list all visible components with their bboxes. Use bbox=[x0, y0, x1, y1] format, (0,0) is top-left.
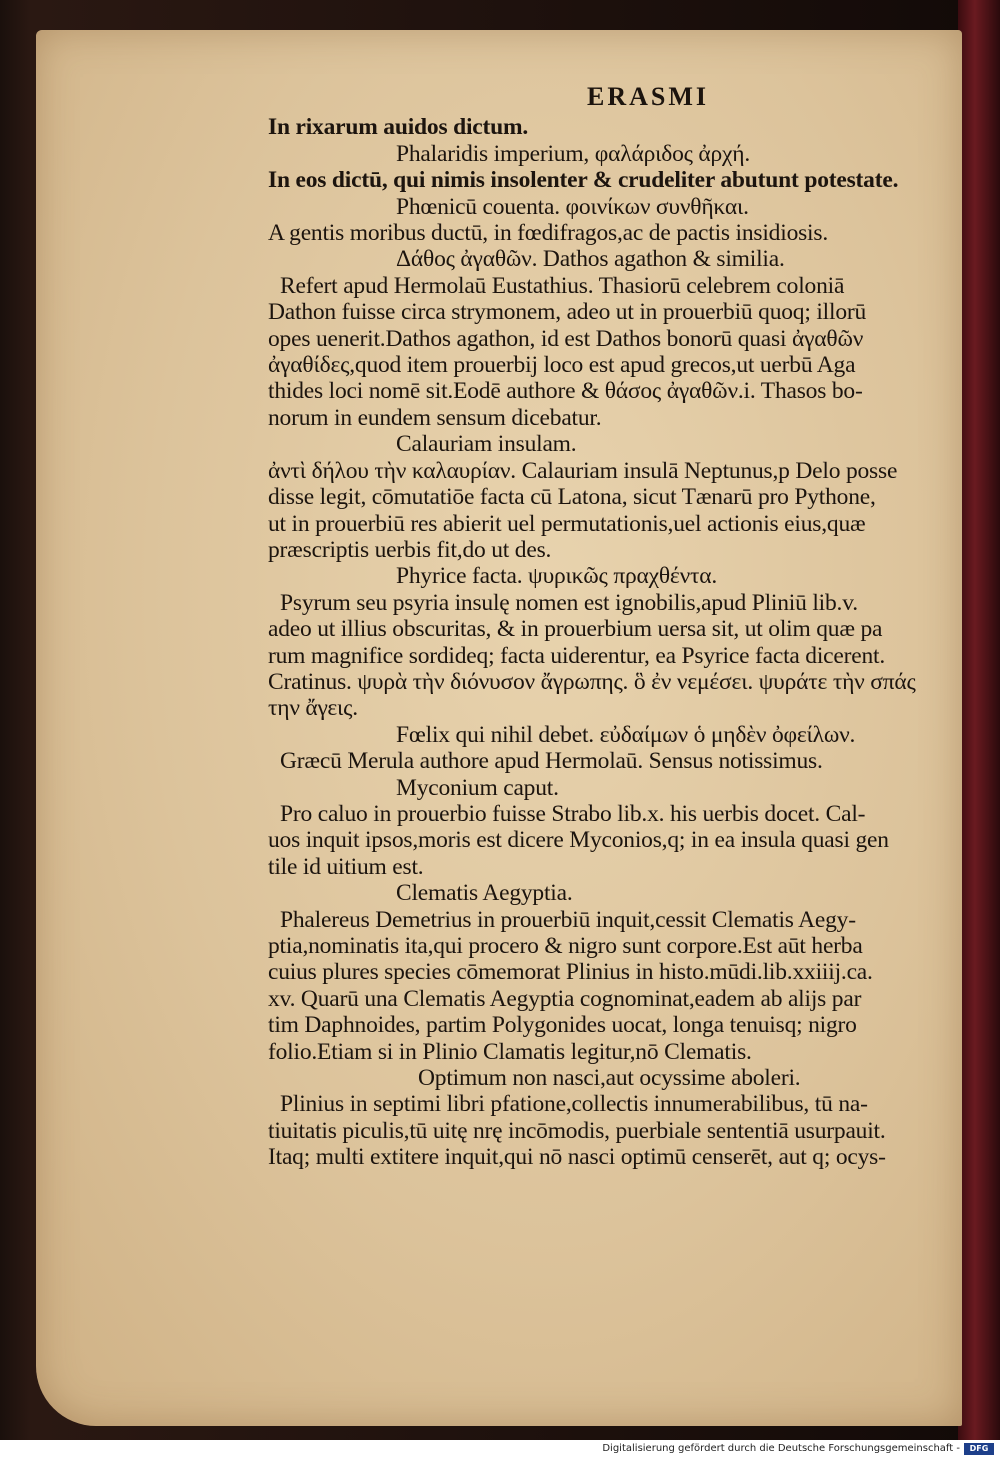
text-line: tile id uitium est. bbox=[268, 853, 424, 880]
text-line: ἀγαθίδες,quod item prouerbij loco est apud grecos,ut uerbū Aga bbox=[268, 352, 856, 379]
text-line: Myconium caput. bbox=[396, 774, 559, 801]
text-line: Phalaridis imperium, φαλάριδος ἀρχή. bbox=[396, 140, 751, 167]
text-line: tim Daphnoides, partim Polygonides uocat, longa tenuisq; nigro bbox=[268, 1012, 857, 1039]
page-text-block bbox=[268, 84, 988, 1171]
text-line: thides loci nomē sit.Eodē authore & θάσος ἀγαθῶν.i. Thasos bo- bbox=[268, 378, 863, 405]
text-line: In rixarum auidos dictum. bbox=[268, 114, 529, 141]
text-line: cuius plures species cōmemorat Plinius in histo.mūdi.lib.xxiiij.ca. bbox=[268, 959, 873, 986]
footer-credit: Digitalisierung gefördert durch die Deutsche Forschungsgemeinschaft - bbox=[602, 1443, 960, 1454]
text-line: adeo ut illius obscuritas, & in prouerbium uersa sit, ut olim quæ pa bbox=[268, 616, 883, 643]
text-line: Pro caluo in prouerbio fuisse Strabo lib.x. his uerbis docet. Cal- bbox=[280, 800, 866, 827]
text-line: præscriptis uerbis fit,do ut des. bbox=[268, 536, 552, 563]
text-line: uos inquit ipsos,moris est dicere Myconios,q; in ea insula quasi gen bbox=[268, 827, 889, 854]
text-line: A gentis moribus ductū, in fœdifragos,ac de pactis insidiosis. bbox=[268, 220, 829, 247]
text-line: ut in prouerbiū res abierit uel permutationis,uel actionis eius,quæ bbox=[268, 510, 866, 537]
text-line: Plinius in septimi libri pfatione,collectis innumerabilibus, tū na- bbox=[280, 1091, 868, 1118]
text-line: Calauriam insulam. bbox=[396, 431, 577, 458]
text-line: ἀντὶ δήλου τὴν καλαυρίαν. Calauriam insulā Neptunus,p Delo posse bbox=[268, 457, 898, 484]
text-line: Δάθος ἀγαθῶν. Dathos agathon & similia. bbox=[396, 246, 785, 273]
text-line: την ἄγεις. bbox=[268, 695, 358, 722]
text-line: disse legit, cōmutatiōe facta cū Latona, sicut Tænarū pro Pythone, bbox=[268, 484, 876, 511]
text-line: rum magnifice sordideq; facta uiderentur, ea Psyrice facta dicerent. bbox=[268, 642, 886, 669]
text-line: Itaq; multi extitere inquit,qui nō nasci optimū censerēt, aut q; ocys- bbox=[268, 1144, 886, 1171]
text-line: Phalereus Demetrius in prouerbiū inquit,cessit Clematis Aegy- bbox=[280, 906, 856, 933]
text-lines bbox=[268, 114, 988, 1170]
text-line: Cratinus. ψυρὰ τὴν διόνυσον ἄγρωπης. ὃ ἐν νεμέσει. ψυράτε τὴν σπάς bbox=[268, 668, 916, 695]
text-line: Dathon fuisse circa strymonem, adeo ut in prouerbiū quoq; illorū bbox=[268, 299, 867, 326]
text-line: norum in eundem sensum dicebatur. bbox=[268, 404, 602, 431]
text-line: Fœlix qui nihil debet. εὐδαίμων ὁ μηδὲν ὀφείλων. bbox=[396, 721, 856, 748]
text-line: Phyrice facta. ψυρικῶς πραχθέντα. bbox=[396, 563, 718, 590]
text-line: folio.Etiam si in Plinio Clamatis legitur,nō Clematis. bbox=[268, 1038, 752, 1065]
text-line: ptia,nominatis ita,qui procero & nigro sunt corpore.Est aūt herba bbox=[268, 933, 863, 959]
book-page bbox=[36, 30, 962, 1426]
text-line: Clematis Aegyptia. bbox=[396, 880, 573, 907]
text-line: Refert apud Hermolaū Eustathius. Thasiorū celebrem coloniā bbox=[280, 272, 845, 299]
text-line: xv. Quarū una Clematis Aegyptia cognominat,eadem ab alijs par bbox=[268, 985, 862, 1012]
text-line: In eos dictū, qui nimis insolenter & crudeliter abutunt potestate. bbox=[268, 167, 899, 194]
footer-bar bbox=[0, 1440, 1000, 1459]
text-line: Phœnicū couenta. φοινίκων συνθῆκαι. bbox=[396, 193, 749, 220]
text-line: tiuitatis piculis,tū uitę nrę incōmodis, puerbiale sententiā usurpauit. bbox=[268, 1117, 886, 1144]
text-line: Psyrum seu psyria insulę nomen est ignobilis,apud Pliniū lib.v. bbox=[280, 589, 858, 616]
dfg-logo: DFG bbox=[964, 1443, 994, 1455]
text-line: Græcū Merula authore apud Hermolaū. Sensus notissimus. bbox=[280, 748, 823, 775]
text-line: opes uenerit.Dathos agathon, id est Dathos bonorū quasi ἀγαθῶν bbox=[268, 325, 864, 352]
running-head: ERASMI bbox=[586, 82, 709, 111]
text-line: Optimum non nasci,aut ocyssime aboleri. bbox=[418, 1065, 801, 1092]
